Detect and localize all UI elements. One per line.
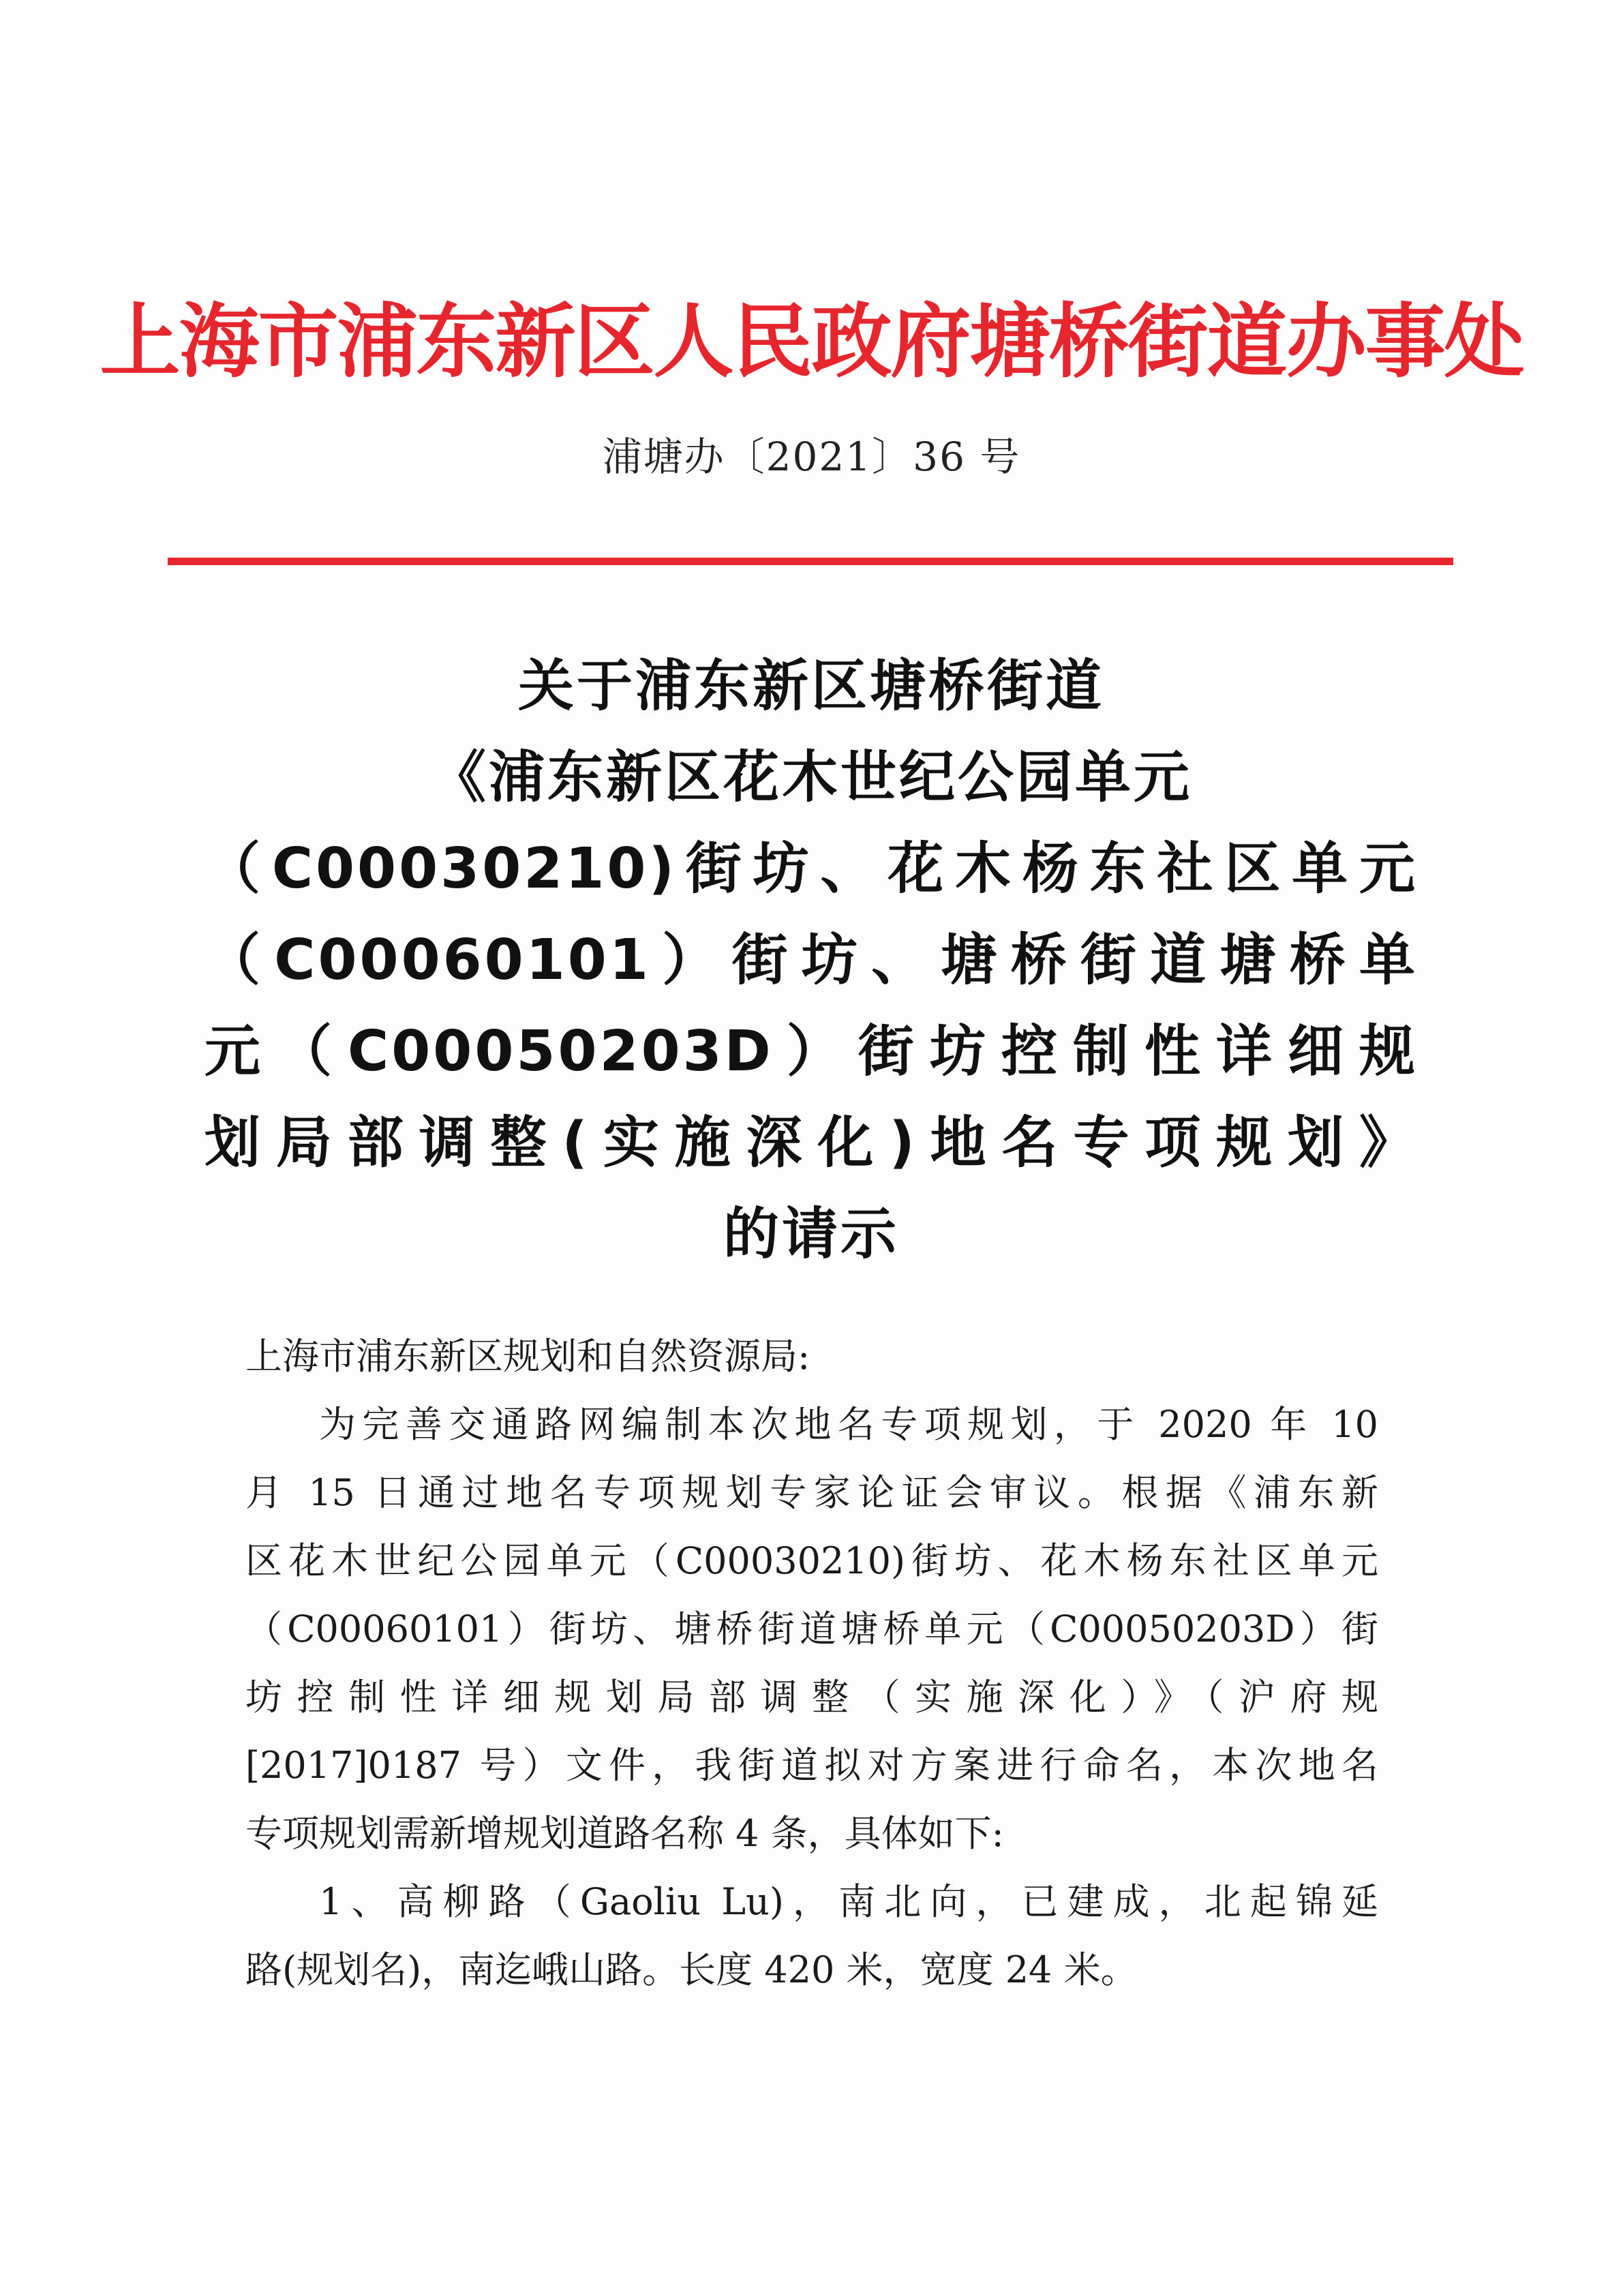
salutation: 上海市浦东新区规划和自然资源局: — [245, 1335, 810, 1378]
list-item-line: 路(规划名)，南迄峨山路。长度 420 米，宽度 24 米。 — [245, 1948, 1138, 1991]
title-line: 元（C00050203D）街坊控制性详细规 — [204, 1019, 1418, 1084]
body-line: 为完善交通路网编制本次地名专项规划，于 2020 年 10 — [319, 1403, 1378, 1446]
title-line: 的请示 — [723, 1202, 899, 1267]
issuer-letterhead: 上海市浦东新区人民政府塘桥街道办事处 — [100, 294, 1523, 389]
title-line: （C00030210)街坊、花木杨东社区单元 — [204, 836, 1418, 901]
body-line: [2017]0187 号）文件，我街道拟对方案进行命名，本次地名 — [245, 1744, 1378, 1787]
title-line: 关于浦东新区塘桥街道 — [517, 654, 1104, 719]
body-line: 区花木世纪公园单元（C00030210)街坊、花木杨东社区单元 — [245, 1539, 1378, 1582]
document-body — [245, 1323, 1378, 2004]
body-line: 坊控制性详细规划局部调整（实施深化）》（沪府规 — [245, 1676, 1378, 1719]
title-line: （C00060101）街坊、塘桥街道塘桥单 — [204, 928, 1418, 993]
body-line: 月 15 日通过地名专项规划专家论证会审议。根据《浦东新 — [245, 1471, 1378, 1514]
title-line: 划局部调整(实施深化)地名专项规划》 — [204, 1111, 1418, 1175]
body-line: 专项规划需新增规划道路名称 4 条，具体如下: — [245, 1812, 1004, 1855]
list-item-line: 1、高柳路（Gaoliu Lu)，南北向，已建成，北起锦延 — [319, 1880, 1378, 1923]
document-number: 浦塘办〔2021〕36 号 — [602, 434, 1021, 480]
title-line: 《浦东新区花木世纪公园单元 — [429, 745, 1192, 810]
letterhead-divider — [168, 558, 1453, 565]
document-title — [204, 641, 1418, 1280]
body-line: （C00060101）街坊、塘桥街道塘桥单元（C00050203D）街 — [245, 1607, 1378, 1650]
